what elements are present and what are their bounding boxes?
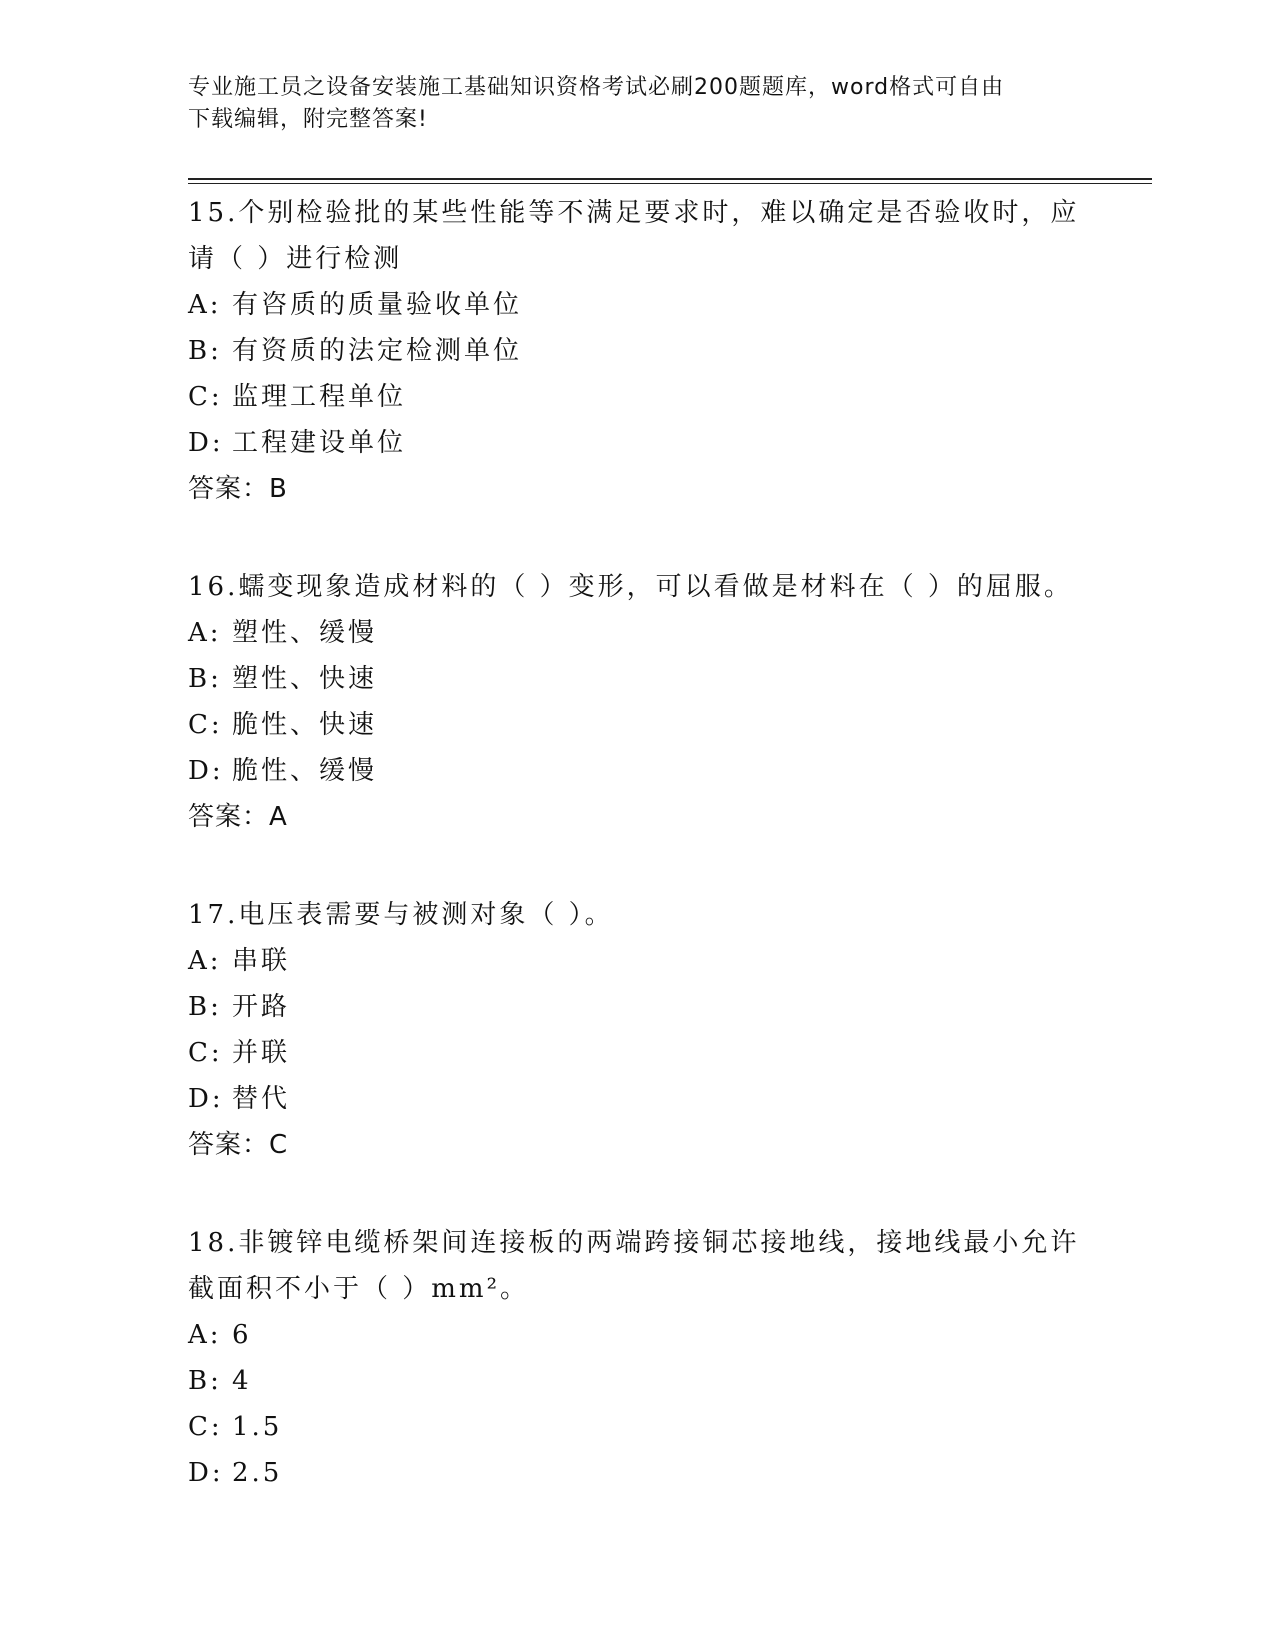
option-text: 脆性、缓慢 <box>232 756 378 786</box>
option-key: D: <box>188 756 224 786</box>
option-text: 6 <box>232 1320 252 1350</box>
option-c <box>188 1030 1088 1076</box>
answer-line: 答案：C <box>188 1130 289 1160</box>
option-key: B: <box>188 992 222 1022</box>
option-text: 有资质的法定检测单位 <box>232 336 523 366</box>
option-key: C: <box>188 1038 223 1068</box>
option-text: 塑性、缓慢 <box>232 618 378 648</box>
question-18 <box>188 1220 1088 1496</box>
option-d <box>188 748 1088 794</box>
option-d <box>188 420 1088 466</box>
option-text: 1.5 <box>232 1412 283 1442</box>
option-key: B: <box>188 336 222 366</box>
option-text: 并联 <box>232 1038 291 1068</box>
option-key: C: <box>188 1412 223 1442</box>
option-text: 监理工程单位 <box>232 382 407 412</box>
option-b <box>188 656 1088 702</box>
option-b <box>188 328 1088 374</box>
question-stem-line-2: 请（ ）进行检测 <box>188 244 403 274</box>
option-key: C: <box>188 710 223 740</box>
question-stem-line-1: 17.电压表需要与被测对象（ ）。 <box>188 900 614 930</box>
document-header <box>188 72 1088 136</box>
option-text: 有咨质的质量验收单位 <box>232 290 523 320</box>
option-a <box>188 1312 1088 1358</box>
option-key: A: <box>188 290 222 320</box>
question-stem-line-1: 18.非镀锌电缆桥架间连接板的两端跨接铜芯接地线，接地线最小允许 <box>188 1228 1080 1258</box>
question-16 <box>188 564 1088 840</box>
option-key: D: <box>188 1084 224 1114</box>
question-17 <box>188 892 1088 1168</box>
answer-line: 答案：B <box>188 474 288 504</box>
option-text: 4 <box>232 1366 252 1396</box>
header-divider <box>188 178 1152 184</box>
option-key: A: <box>188 946 222 976</box>
option-text: 2.5 <box>232 1458 283 1488</box>
option-text: 替代 <box>232 1084 291 1114</box>
option-key: A: <box>188 618 222 648</box>
question-stem-line-2: 截面积不小于（ ）mm²。 <box>188 1274 529 1304</box>
option-key: B: <box>188 664 222 694</box>
option-a <box>188 282 1088 328</box>
option-text: 开路 <box>232 992 291 1022</box>
question-stem-line-1: 15.个别检验批的某些性能等不满足要求时，难以确定是否验收时，应 <box>188 198 1080 228</box>
option-c <box>188 1404 1088 1450</box>
option-c <box>188 702 1088 748</box>
option-b <box>188 984 1088 1030</box>
option-text: 脆性、快速 <box>232 710 378 740</box>
option-key: A: <box>188 1320 222 1350</box>
option-key: D: <box>188 1458 224 1488</box>
question-15 <box>188 190 1088 512</box>
option-key: C: <box>188 382 223 412</box>
question-list <box>188 190 1088 1548</box>
option-text: 塑性、快速 <box>232 664 378 694</box>
header-line-1: 专业施工员之设备安装施工基础知识资格考试必刷200题题库，word格式可自由 <box>188 75 1005 100</box>
option-key: B: <box>188 1366 222 1396</box>
option-c <box>188 374 1088 420</box>
option-a <box>188 938 1088 984</box>
option-text: 串联 <box>232 946 291 976</box>
answer-line: 答案：A <box>188 802 288 832</box>
option-key: D: <box>188 428 224 458</box>
option-d <box>188 1076 1088 1122</box>
option-d <box>188 1450 1088 1496</box>
option-a <box>188 610 1088 656</box>
question-stem-line-1: 16.蠕变现象造成材料的（ ）变形，可以看做是材料在（ ）的屈服。 <box>188 572 1073 602</box>
option-text: 工程建设单位 <box>232 428 407 458</box>
header-line-2: 下载编辑，附完整答案! <box>188 107 428 132</box>
option-b <box>188 1358 1088 1404</box>
